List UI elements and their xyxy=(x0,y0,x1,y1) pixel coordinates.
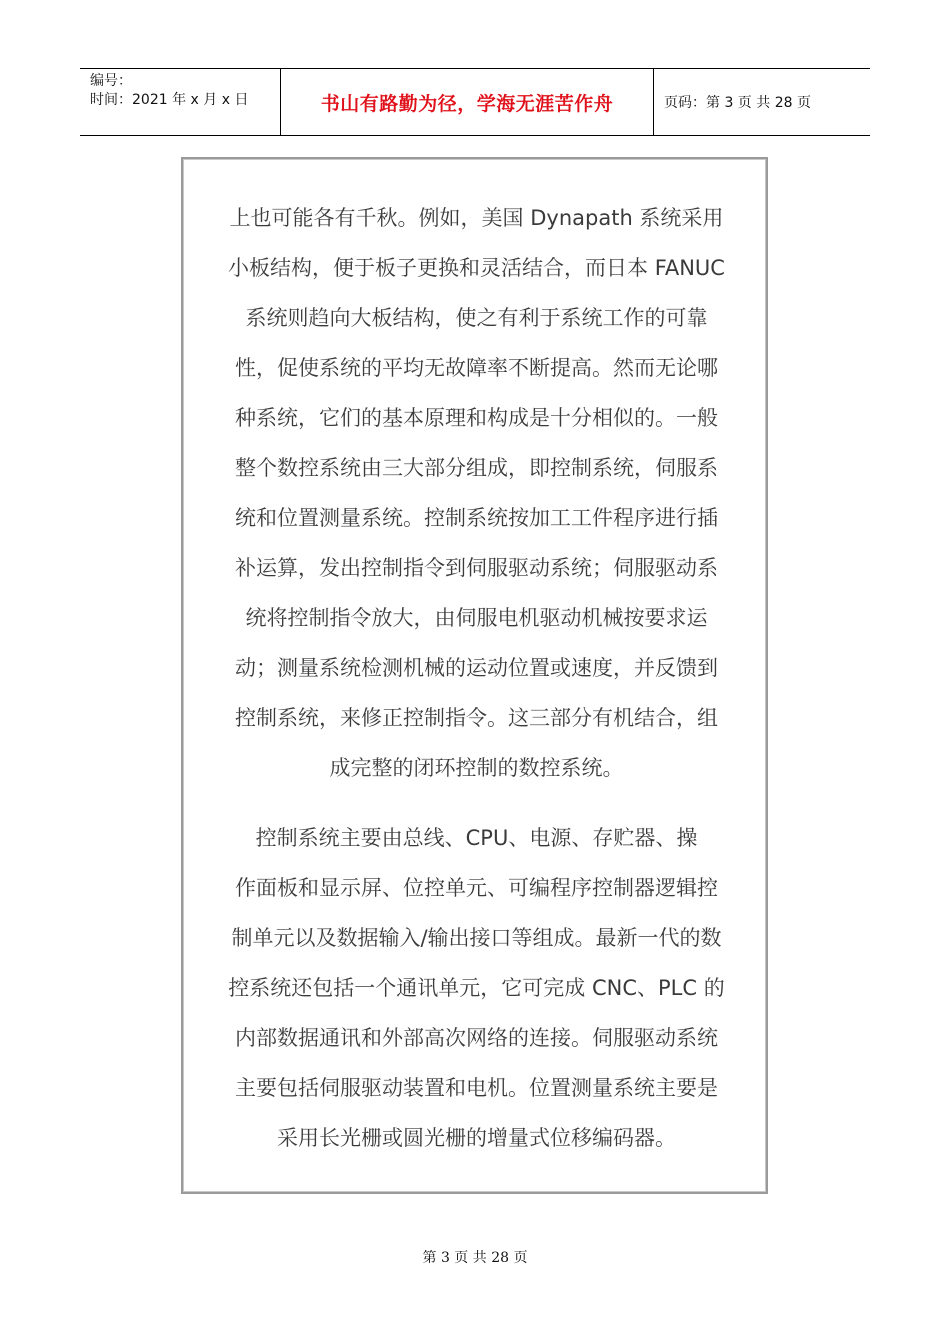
text-line: 控制系统主要由总线、CPU、电源、存贮器、操 xyxy=(255,826,698,850)
text-line: 动；测量系统检测机械的运动位置或速度，并反馈到 xyxy=(235,656,718,680)
text-line: 统将控制指令放大，由伺服电机驱动机械按要求运 xyxy=(245,606,708,630)
text-line: 性，促使系统的平均无故障率不断提高。然而无论哪 xyxy=(235,356,718,380)
document-date-label: 时间：2021 年 x 月 x 日 xyxy=(90,92,249,108)
paragraph-1 xyxy=(195,193,758,793)
paragraph-2 xyxy=(195,813,758,1163)
text-line: 补运算，发出控制指令到伺服驱动系统；伺服驱动系 xyxy=(235,556,718,580)
page-header xyxy=(80,68,870,136)
document-number-label: 编号： xyxy=(90,73,132,89)
text-line: 上也可能各有千秋。例如，美国 Dynapath 系统采用 xyxy=(229,206,724,230)
text-line: 种系统，它们的基本原理和构成是十分相似的。一般 xyxy=(235,406,718,430)
text-line: 控系统还包括一个通讯单元，它可完成 CNC、PLC 的 xyxy=(228,976,725,1000)
text-line: 整个数控系统由三大部分组成，即控制系统，伺服系 xyxy=(235,456,718,480)
text-line: 内部数据通讯和外部高次网络的连接。伺服驱动系统 xyxy=(235,1026,718,1050)
text-line: 主要包括伺服驱动装置和电机。位置测量系统主要是 xyxy=(235,1076,718,1100)
text-line: 成完整的闭环控制的数控系统。 xyxy=(329,756,624,780)
text-line: 统和位置测量系统。控制系统按加工工件程序进行插 xyxy=(235,506,718,530)
text-line: 作面板和显示屏、位控单元、可编程序控制器逻辑控 xyxy=(235,876,718,900)
text-line: 小板结构，便于板子更换和灵活结合，而日本 FANUC xyxy=(228,256,725,280)
text-line: 采用长光栅或圆光栅的增量式位移编码器。 xyxy=(277,1126,676,1150)
header-meta-cell xyxy=(80,69,281,135)
header-motto: 书山有路勤为径，学海无涯苦作舟 xyxy=(281,69,654,135)
text-line: 系统则趋向大板结构，使之有利于系统工作的可靠 xyxy=(245,306,708,330)
header-page-code: 页码：第 3 页 共 28 页 xyxy=(664,95,811,111)
page-footer: 第 3 页 共 28 页 xyxy=(422,1250,528,1266)
text-line: 制单元以及数据输入/输出接口等组成。最新一代的数 xyxy=(231,926,722,950)
text-line: 控制系统，来修正控制指令。这三部分有机结合，组 xyxy=(235,706,718,730)
